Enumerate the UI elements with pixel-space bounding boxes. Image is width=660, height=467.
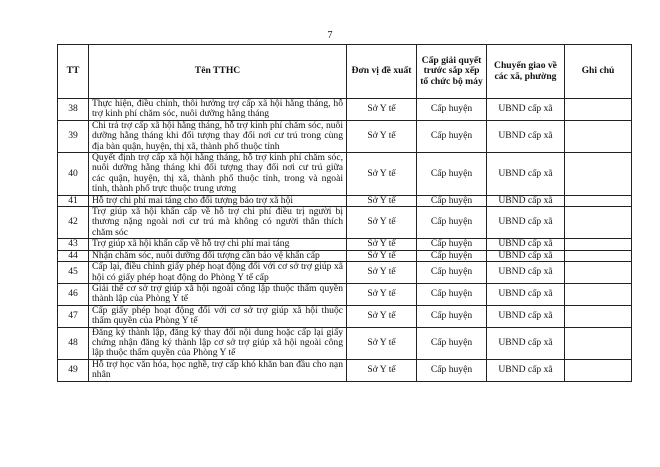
row-note	[565, 359, 632, 381]
row-transfer: UBND cấp xã	[487, 195, 565, 206]
row-name: Cấp giấy phép hoạt động đối với cơ sở trợ giúp xã hội thuộc thẩm quyền của Phòng Y tế	[89, 305, 347, 327]
row-transfer: UBND cấp xã	[487, 359, 565, 381]
row-unit: Sở Y tế	[347, 153, 417, 196]
row-tt: 46	[58, 283, 89, 305]
row-tt: 40	[58, 153, 89, 196]
row-name: Nhận chăm sóc, nuôi dưỡng đối tượng cần bảo vệ khẩn cấp	[89, 250, 347, 261]
header-level: Cấp giải quyết trước sắp xếp tổ chức bộ máy	[417, 45, 487, 99]
header-tt: TT	[58, 45, 89, 99]
row-level: Cấp huyện	[417, 195, 487, 206]
table-row	[58, 359, 632, 381]
row-unit: Sở Y tế	[347, 250, 417, 261]
table-row	[58, 207, 632, 239]
row-tt: 47	[58, 305, 89, 327]
row-name: Quyết định trợ cấp xã hội hằng tháng, hỗ trợ kinh phí chăm sóc, nuôi dưỡng hằng tháng khi đối tượng thay đổi nơi cư trú giữa các quận, huyện, thị xã, thành phố thuộc tỉnh, trong và ngoài tỉnh, thành phố trực thuộc trung ương	[89, 153, 347, 196]
row-tt: 43	[58, 239, 89, 250]
row-name: Thực hiện, điều chỉnh, thôi hưởng trợ cấp xã hội hằng tháng, hỗ trợ kinh phí chăm sóc, nuôi dưỡng hằng tháng	[89, 99, 347, 121]
row-tt: 39	[58, 120, 89, 152]
row-level: Cấp huyện	[417, 99, 487, 121]
row-transfer: UBND cấp xã	[487, 250, 565, 261]
table-header-row	[58, 45, 632, 99]
row-level: Cấp huyện	[417, 305, 487, 327]
table-row	[58, 195, 632, 206]
row-transfer: UBND cấp xã	[487, 239, 565, 250]
table-row	[58, 305, 632, 327]
row-unit: Sở Y tế	[347, 305, 417, 327]
row-transfer: UBND cấp xã	[487, 120, 565, 152]
row-unit: Sở Y tế	[347, 283, 417, 305]
row-transfer: UBND cấp xã	[487, 283, 565, 305]
row-note	[565, 153, 632, 196]
page-number: 7	[327, 30, 333, 41]
row-transfer: UBND cấp xã	[487, 327, 565, 359]
row-transfer: UBND cấp xã	[487, 99, 565, 121]
row-transfer: UBND cấp xã	[487, 262, 565, 284]
row-transfer: UBND cấp xã	[487, 305, 565, 327]
row-note	[565, 327, 632, 359]
row-level: Cấp huyện	[417, 120, 487, 152]
header-transfer: Chuyển giao về các xã, phường	[487, 45, 565, 99]
row-tt: 44	[58, 250, 89, 261]
row-level: Cấp huyện	[417, 239, 487, 250]
row-tt: 48	[58, 327, 89, 359]
row-note	[565, 195, 632, 206]
row-level: Cấp huyện	[417, 359, 487, 381]
table-row	[58, 250, 632, 261]
row-name: Hỗ trợ chi phí mai táng cho đối tượng bảo trợ xã hội	[89, 195, 347, 206]
row-level: Cấp huyện	[417, 207, 487, 239]
row-level: Cấp huyện	[417, 250, 487, 261]
row-unit: Sở Y tế	[347, 327, 417, 359]
row-unit: Sở Y tế	[347, 359, 417, 381]
row-level: Cấp huyện	[417, 283, 487, 305]
row-tt: 45	[58, 262, 89, 284]
row-note	[565, 207, 632, 239]
table-row	[58, 99, 632, 121]
row-name: Chi trả trợ cấp xã hội hằng tháng, hỗ trợ kinh phí chăm sóc, nuôi dưỡng hằng tháng khi đối tượng thay đổi nơi cư trú trong cùng địa bàn quận, huyện, thị xã, thành phố thuộc tỉnh	[89, 120, 347, 152]
row-level: Cấp huyện	[417, 262, 487, 284]
row-tt: 41	[58, 195, 89, 206]
table-row	[58, 153, 632, 196]
row-transfer: UBND cấp xã	[487, 153, 565, 196]
row-unit: Sở Y tế	[347, 239, 417, 250]
row-level: Cấp huyện	[417, 327, 487, 359]
row-unit: Sở Y tế	[347, 120, 417, 152]
row-unit: Sở Y tế	[347, 262, 417, 284]
header-unit: Đơn vị đề xuất	[347, 45, 417, 99]
row-tt: 38	[58, 99, 89, 121]
row-note	[565, 250, 632, 261]
table-row	[58, 327, 632, 359]
table-row	[58, 262, 632, 284]
row-unit: Sở Y tế	[347, 207, 417, 239]
row-name: Cấp lại, điều chỉnh giấy phép hoạt động đối với cơ sở trợ giúp xã hội có giấy phép hoạt động do Phòng Y tế cấp	[89, 262, 347, 284]
row-note	[565, 305, 632, 327]
table-row	[58, 283, 632, 305]
row-name: Hỗ trợ học văn hóa, học nghề, trợ cấp khó khăn ban đầu cho nạn nhân	[89, 359, 347, 381]
row-note	[565, 283, 632, 305]
table-row	[58, 239, 632, 250]
header-name: Tên TTHC	[89, 45, 347, 99]
row-note	[565, 99, 632, 121]
header-note: Ghi chú	[565, 45, 632, 99]
row-name: Giải thể cơ sở trợ giúp xã hội ngoài công lập thuộc thẩm quyền thành lập của Phòng Y tế	[89, 283, 347, 305]
row-name: Đăng ký thành lập, đăng ký thay đổi nội dung hoặc cấp lại giấy chứng nhận đăng ký thành lập cơ sở trợ giúp xã hội ngoài công lập thuộc thẩm quyền của Phòng Y tế	[89, 327, 347, 359]
row-tt: 42	[58, 207, 89, 239]
row-transfer: UBND cấp xã	[487, 207, 565, 239]
row-note	[565, 262, 632, 284]
row-unit: Sở Y tế	[347, 195, 417, 206]
row-tt: 49	[58, 359, 89, 381]
table-row	[58, 120, 632, 152]
row-note	[565, 239, 632, 250]
row-unit: Sở Y tế	[347, 99, 417, 121]
row-name: Trợ giúp xã hội khẩn cấp về hỗ trợ chi phí mai táng	[89, 239, 347, 250]
row-level: Cấp huyện	[417, 153, 487, 196]
row-note	[565, 120, 632, 152]
row-name: Trợ giúp xã hội khẩn cấp về hỗ trợ chi phí điều trị người bị thương nặng ngoài nơi cư trú mà không có người thân thích chăm sóc	[89, 207, 347, 239]
procedure-table	[57, 44, 632, 382]
